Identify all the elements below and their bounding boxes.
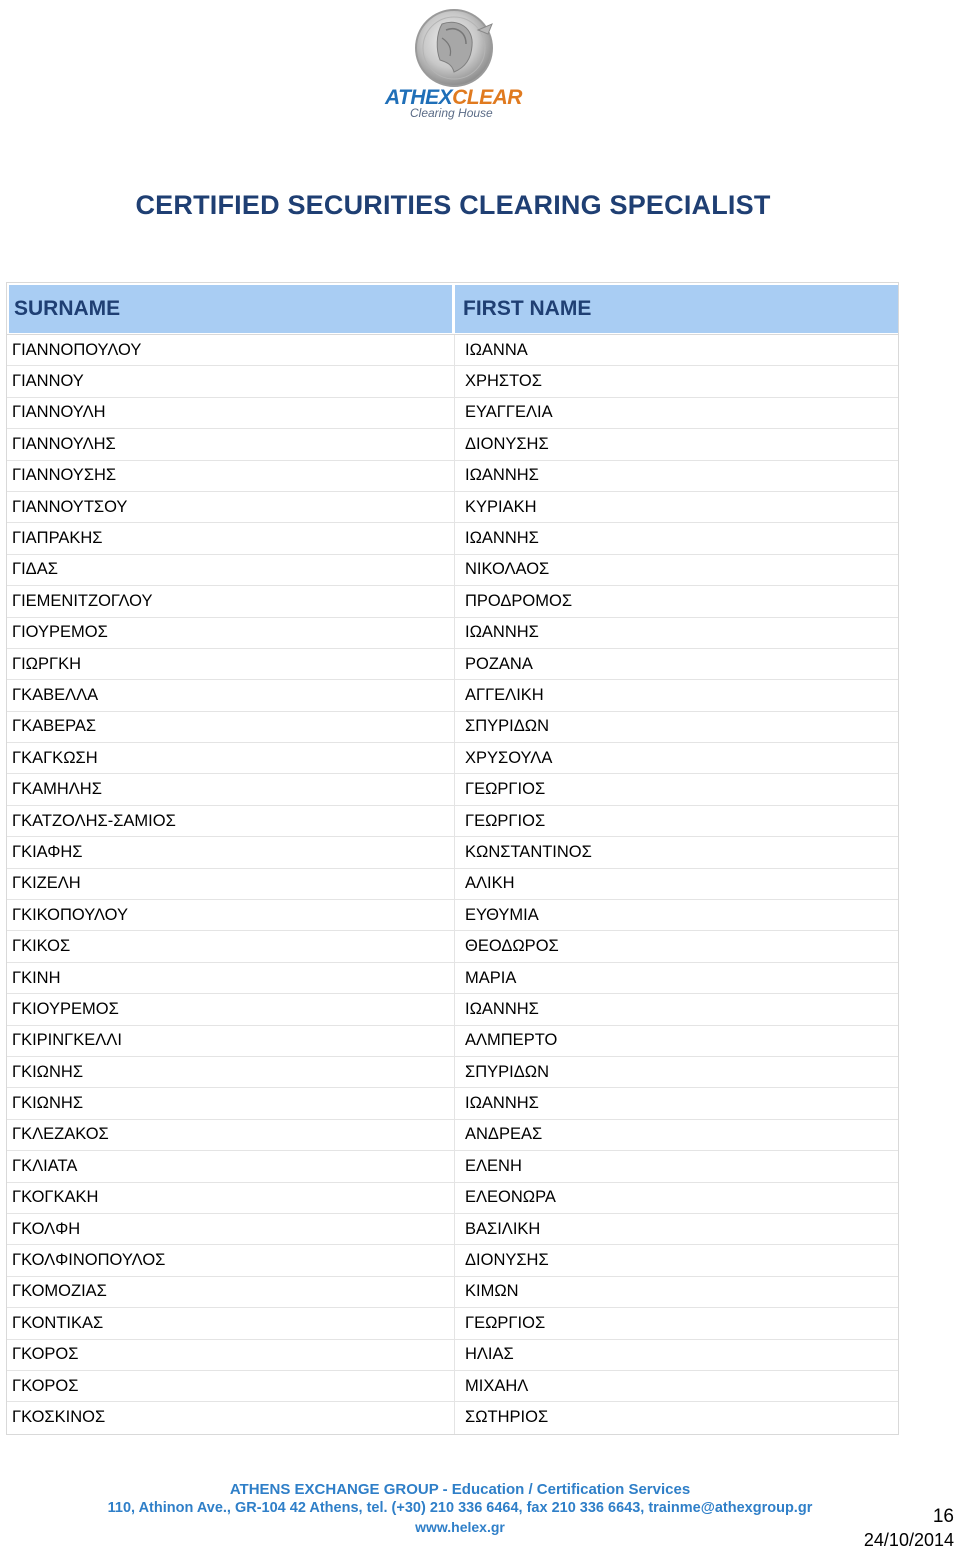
footer [60, 1480, 860, 1537]
surname-cell: ΓΚΙΩΝΗΣ [7, 1057, 455, 1087]
table-row [7, 429, 898, 460]
first-name-cell: ΙΩΑΝΝΑ [465, 340, 528, 359]
table-row [7, 1120, 898, 1151]
document-date: 24/10/2014 [863, 1530, 954, 1550]
first-name-cell: ΕΛΕΝΗ [465, 1156, 522, 1175]
table-row [7, 712, 898, 743]
surname-cell: ΓΚΙΟΥΡΕΜΟΣ [7, 994, 455, 1024]
first-name-cell: ΚΙΜΩΝ [465, 1282, 519, 1301]
surname-cell: ΓΙΑΝΝΟΥΛΗ [7, 398, 455, 428]
table-row [7, 335, 898, 366]
table-row [7, 1277, 898, 1308]
table-row [7, 649, 898, 680]
first-name-cell: ΧΡΥΣΟΥΛΑ [465, 748, 553, 767]
first-name-cell: ΜΑΡΙΑ [465, 968, 517, 987]
first-name-cell: ΙΩΑΝΝΗΣ [465, 1094, 539, 1113]
first-name-cell: ΗΛΙΑΣ [465, 1345, 514, 1364]
surname-cell: ΓΚΟΡΟΣ [7, 1371, 455, 1401]
table-row [7, 366, 898, 397]
surname-cell: ΓΚΟΜΟΖΙΑΣ [7, 1277, 455, 1307]
table-header [7, 283, 898, 335]
first-name-cell: ΣΠΥΡΙΔΩΝ [465, 717, 549, 736]
table-row [7, 774, 898, 805]
table-row [7, 1308, 898, 1339]
table-row [7, 1340, 898, 1371]
table-row [7, 869, 898, 900]
surname-cell: ΓΙΕΜΕΝΙΤΖΟΓΛΟΥ [7, 586, 455, 616]
surname-cell: ΓΚΟΛΦΙΝΟΠΟΥΛΟΣ [7, 1245, 455, 1275]
surname-cell: ΓΙΑΝΝΟΥΤΣΟΥ [7, 492, 455, 522]
surname-cell: ΓΚΟΓΚΑΚΗ [7, 1183, 455, 1213]
column-header-first-name: FIRST NAME [455, 285, 898, 333]
surname-cell: ΓΚΙΝΗ [7, 963, 455, 993]
surname-cell: ΓΙΑΝΝΟΥΛΗΣ [7, 429, 455, 459]
surname-cell: ΓΚΙΑΦΗΣ [7, 837, 455, 867]
surname-cell: ΓΚΟΛΦΗ [7, 1214, 455, 1244]
surname-cell: ΓΚΛΙΑΤΑ [7, 1151, 455, 1181]
first-name-cell: ΜΙΧΑΗΛ [465, 1376, 529, 1395]
table-row [7, 586, 898, 617]
surname-cell: ΓΙΟΥΡΕΜΟΣ [7, 618, 455, 648]
first-name-cell: ΝΙΚΟΛΑΟΣ [465, 560, 550, 579]
first-name-cell: ΑΓΓΕΛΙΚΗ [465, 685, 544, 704]
table-row [7, 398, 898, 429]
table-row [7, 618, 898, 649]
first-name-cell: ΑΛΜΠΕΡΤΟ [465, 1031, 558, 1050]
table-row [7, 523, 898, 554]
surname-cell: ΓΙΑΝΝΟΥΣΗΣ [7, 461, 455, 491]
surname-cell: ΓΚΟΡΟΣ [7, 1340, 455, 1370]
table-body [7, 335, 898, 1434]
first-name-cell: ΔΙΟΝΥΣΗΣ [465, 434, 549, 453]
table-row [7, 963, 898, 994]
surname-cell: ΓΙΩΡΓΚΗ [7, 649, 455, 679]
first-name-cell: ΑΝΔΡΕΑΣ [465, 1125, 543, 1144]
first-name-cell: ΣΩΤΗΡΙΟΣ [465, 1408, 549, 1427]
table-row [7, 1402, 898, 1433]
first-name-cell: ΙΩΑΝΝΗΣ [465, 529, 539, 548]
first-name-cell: ΚΥΡΙΑΚΗ [465, 497, 537, 516]
footer-organization: ATHENS EXCHANGE GROUP - Education / Certification Services [229, 1481, 691, 1498]
footer-website: www.helex.gr [415, 1519, 505, 1535]
first-name-cell: ΧΡΗΣΤΟΣ [465, 372, 542, 391]
table-row [7, 1151, 898, 1182]
page-title: CERTIFIED SECURITIES CLEARING SPECIALIST [135, 190, 771, 220]
coin-emblem-icon [380, 4, 540, 88]
first-name-cell: ΕΛΕΟΝΩΡΑ [465, 1188, 556, 1207]
surname-cell: ΓΚΙΡΙΝΓΚΕΛΛΙ [7, 1026, 455, 1056]
surname-cell: ΓΙΑΝΝΟΠΟΥΛΟΥ [7, 335, 455, 365]
surname-cell: ΓΚΙΖΕΛΗ [7, 869, 455, 899]
first-name-cell: ΙΩΑΝΝΗΣ [465, 623, 539, 642]
first-name-cell: ΚΩΝΣΤΑΝΤΙΝΟΣ [465, 842, 592, 861]
surname-cell: ΓΙΑΠΡΑΚΗΣ [7, 523, 455, 553]
first-name-cell: ΓΕΩΡΓΙΟΣ [465, 1313, 546, 1332]
table-row [7, 1057, 898, 1088]
footer-address: 110, Athinon Ave., GR-104 42 Athens, tel. (+30) 210 336 6464, fax 210 336 6643, trainme@athexgroup.gr [107, 1500, 813, 1516]
table-row [7, 837, 898, 868]
table-row [7, 1214, 898, 1245]
surname-cell: ΓΚΙΚΟΣ [7, 931, 455, 961]
surname-cell: ΓΚΑΒΕΡΑΣ [7, 712, 455, 742]
first-name-cell: ΒΑΣΙΛΙΚΗ [465, 1219, 541, 1238]
table-row [7, 1183, 898, 1214]
surname-cell: ΓΙΔΑΣ [7, 555, 455, 585]
table-row [7, 900, 898, 931]
table-row [7, 555, 898, 586]
surname-cell: ΓΚΙΚΟΠΟΥΛΟΥ [7, 900, 455, 930]
table-row [7, 806, 898, 837]
table-row [7, 461, 898, 492]
brand-part2: CLEAR [452, 86, 522, 109]
first-name-cell: ΡΟΖΑΝΑ [465, 654, 533, 673]
page-number: 16 [932, 1506, 954, 1527]
table-row [7, 492, 898, 523]
surname-cell: ΓΚΟΣΚΙΝΟΣ [7, 1402, 455, 1433]
surname-cell: ΓΚΙΩΝΗΣ [7, 1088, 455, 1118]
surname-cell: ΓΚΑΓΚΩΣΗ [7, 743, 455, 773]
table-row [7, 931, 898, 962]
surname-cell: ΓΙΑΝΝΟΥ [7, 366, 455, 396]
brand-subtitle: Clearing House [410, 106, 493, 120]
first-name-cell: ΕΥΑΓΓΕΛΙΑ [465, 403, 553, 422]
table-row [7, 1371, 898, 1402]
first-name-cell: ΕΥΘΥΜΙΑ [465, 905, 539, 924]
table-row [7, 994, 898, 1025]
table-row [7, 1088, 898, 1119]
first-name-cell: ΙΩΑΝΝΗΣ [465, 466, 539, 485]
first-name-cell: ΓΕΩΡΓΙΟΣ [465, 780, 546, 799]
surname-cell: ΓΚΛΕΖΑΚΟΣ [7, 1120, 455, 1150]
column-header-surname: SURNAME [9, 285, 452, 333]
first-name-cell: ΠΡΟΔΡΟΜΟΣ [465, 591, 573, 610]
table-row [7, 743, 898, 774]
surname-cell: ΓΚΑΤΖΟΛΗΣ-ΣΑΜΙΟΣ [7, 806, 455, 836]
first-name-cell: ΔΙΟΝΥΣΗΣ [465, 1251, 549, 1270]
surname-cell: ΓΚΑΒΕΛΛΑ [7, 680, 455, 710]
brand-part1: ATHEX [385, 86, 453, 109]
first-name-cell: ΑΛΙΚΗ [465, 874, 515, 893]
first-name-cell: ΓΕΩΡΓΙΟΣ [465, 811, 546, 830]
table-row [7, 680, 898, 711]
surname-cell: ΓΚΟΝΤΙΚΑΣ [7, 1308, 455, 1338]
table-row [7, 1245, 898, 1276]
table-row [7, 1026, 898, 1057]
first-name-cell: ΘΕΟΔΩΡΟΣ [465, 937, 559, 956]
first-name-cell: ΣΠΥΡΙΔΩΝ [465, 1062, 549, 1081]
surname-cell: ΓΚΑΜΗΛΗΣ [7, 774, 455, 804]
first-name-cell: ΙΩΑΝΝΗΣ [465, 999, 539, 1018]
specialists-table [6, 282, 899, 1435]
